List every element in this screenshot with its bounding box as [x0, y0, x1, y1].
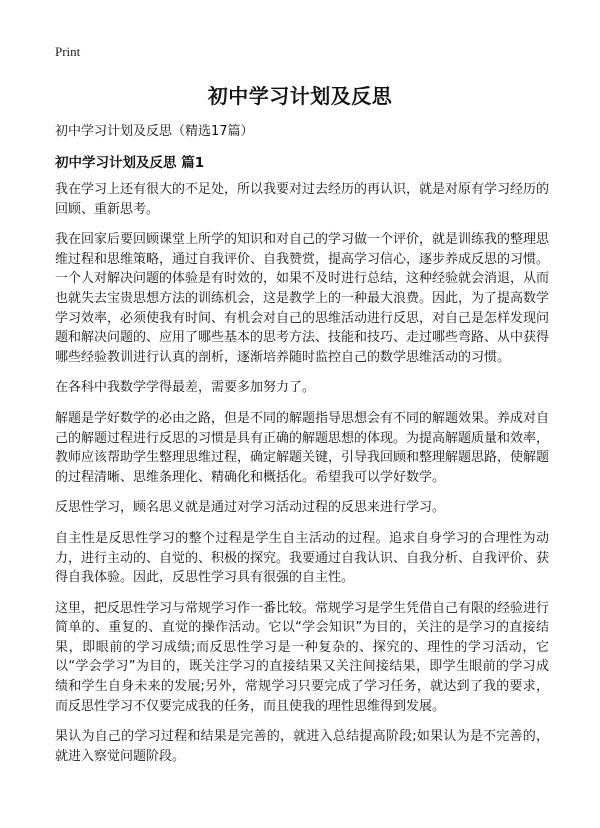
print-link[interactable]: Print	[55, 44, 81, 59]
document-subtitle: 初中学习计划及反思（精选17篇）	[55, 124, 254, 139]
paragraph: 这里，把反思性学习与常规学习作一番比较。常规学习是学生凭借自己有限的经验进行简单的、重复的、直觉的操作活动。它以“学会知识”为目的，关注的是学习的直接结果，即眼前的学习成绩;而反思性学习是一种复杂的、探究的、理性的学习活动，它以“学会学习”为目的，既关注学习的直接结果又关注间接结果，即学生眼前的学习成绩和学生自身未来的发展;另外，常规学习只要完成了学习任务，就达到了我的要求，而反思性学习不仅要完成我的任务，而且使我的理性思维得到发展。	[55, 600, 550, 714]
paragraph: 我在学习上还有很大的不足处，所以我要对过去经历的再认识，就是对原有学习经历的回顾、重新思考。	[55, 182, 550, 217]
paragraph: 解题是学好数学的必由之路，但是不同的解题指导思想会有不同的解题效果。养成对自己的解题过程进行反思的习惯是具有正确的解题思想的体现。为提高解题质量和效率，教师应该帮助学生整理思维过程，确定解题关键，引导我回顾和整理解题思路，使解题的过程清晰、思维条理化、精确化和概括化。希望我可以学好数学。	[55, 410, 550, 485]
paragraph: 在各科中我数学学得最差，需要多加努力了。	[55, 380, 316, 396]
paragraph: 我在回家后要回顾课堂上所学的知识和对自己的学习做一个评价，就是训练我的整理思维过程和思维策略，通过自我评价、自我赞赏，提高学习信心，逐步养成反思的习惯。一个人对解决问题的体验是有时效的，如果不及时进行总结，这种经验就会消退，从而也就失去宝贵思想方法的训练机会，这是教学上的一种最大浪费。因此，为了提高数学学习效率，必须使我有时间、有机会对自己的思维活动进行反思，对自己是怎样发现问题和解决问题的、应用了哪些基本的思考方法、技能和技巧、走过哪些弯路、从中获得哪些经验教训进行认真的剖析，逐渐培养随时监控自己的数学思维活动的习惯。	[55, 232, 550, 365]
paragraph: 自主性是反思性学习的整个过程是学生自主活动的过程。追求自身学习的合理性为动力，进行主动的、自觉的、积极的探究。我要通过自我认识、自我分析、自我评价、获得自我体验。因此，反思性学习具有很强的自主性。	[55, 530, 550, 586]
paragraph: 反思性学习，顾名思义就是通过对学习活动过程的反思来进行学习。	[55, 500, 446, 516]
paragraph: 果认为自己的学习过程和结果是完善的，就进入总结提高阶段;如果认为是不完善的，就进入察觉问题阶段。	[55, 729, 549, 764]
section-heading: 初中学习计划及反思 篇1	[55, 155, 205, 171]
document-body	[55, 180, 549, 777]
page-title: 初中学习计划及反思	[207, 84, 393, 108]
